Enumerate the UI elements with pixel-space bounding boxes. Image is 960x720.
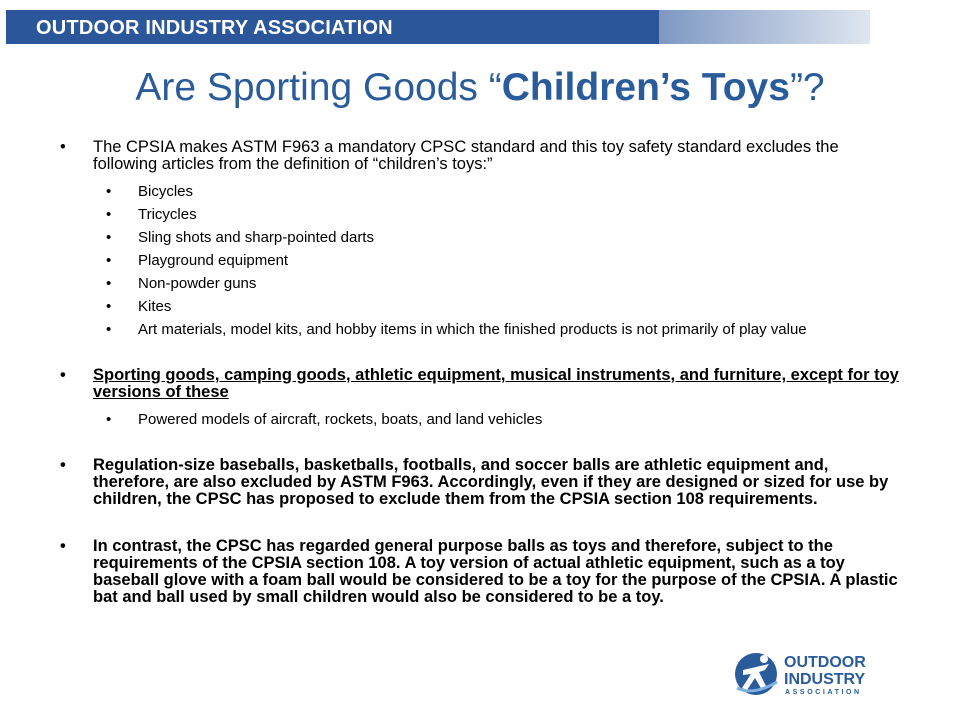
logo-text-line1: OUTDOOR bbox=[784, 654, 866, 671]
sub-item bbox=[60, 322, 905, 338]
slide-title bbox=[0, 66, 960, 110]
logo-text-line3: ASSOCIATION bbox=[785, 689, 862, 696]
bullet-text: Regulation-size baseballs, basketballs, footballs, and soccer balls are athletic equipment and, therefore, are also excluded by ASTM F963. Accordingly, even if they are designed or sized for use by children, the CPSC has proposed to exclude them from the CPSIA section 108 requirements. bbox=[93, 456, 889, 508]
sub-bullet-marker: • bbox=[106, 206, 112, 223]
bullet-3 bbox=[60, 457, 905, 508]
sub-item bbox=[60, 230, 905, 246]
bullet-text: The CPSIA makes ASTM F963 a mandatory CPSC standard and this toy safety standard excludes the following articles from the definition of “children’s toys:” bbox=[93, 138, 839, 173]
sub-item-text: Non-powder guns bbox=[138, 275, 257, 292]
sub-item bbox=[60, 253, 905, 269]
bullet-marker: • bbox=[60, 138, 66, 156]
title-suffix: ”? bbox=[789, 66, 825, 109]
bullet-marker: • bbox=[60, 366, 66, 384]
bullet-marker: • bbox=[60, 537, 66, 555]
sub-item-text: Playground equipment bbox=[138, 252, 289, 269]
logo-head-icon bbox=[760, 655, 768, 663]
sub-bullet-marker: • bbox=[106, 298, 112, 315]
sub-item bbox=[60, 412, 905, 428]
banner-title: OUTDOOR INDUSTRY ASSOCIATION bbox=[36, 17, 393, 39]
logo-text-line2: INDUSTRY bbox=[784, 671, 866, 688]
bullet-2 bbox=[60, 367, 905, 401]
bullet-1 bbox=[60, 139, 905, 173]
sub-item-text: Kites bbox=[138, 298, 172, 315]
sub-item bbox=[60, 276, 905, 292]
sub-item-text: Tricycles bbox=[138, 206, 197, 223]
bullet-text: In contrast, the CPSC has regarded general purpose balls as toys and therefore, subject to the requirements of the CPSIA section 108. A toy version of actual athletic equipment, such as a toy baseball glove with a foam ball would be considered to be a toy for the purpose of the CPSIA. A plastic bat and ball used by small children would also be considered to be a toy. bbox=[93, 537, 898, 606]
sub-item-text: Powered models of aircraft, rockets, boats, and land vehicles bbox=[138, 411, 543, 428]
sub-bullet-marker: • bbox=[106, 183, 112, 200]
bullet-4 bbox=[60, 538, 905, 606]
sub-item-text: Art materials, model kits, and hobby items in which the finished products is not primarily of play value bbox=[138, 321, 807, 338]
outdoor-industry-logo bbox=[733, 648, 883, 700]
sub-bullet-marker: • bbox=[106, 411, 112, 428]
banner-fade bbox=[659, 10, 870, 44]
bullet-text: Sporting goods, camping goods, athletic equipment, musical instruments, and furniture, except for toy versions of these bbox=[93, 366, 899, 401]
sub-bullet-marker: • bbox=[106, 229, 112, 246]
slide-body bbox=[60, 139, 905, 606]
sub-item bbox=[60, 184, 905, 200]
sub-item-text: Sling shots and sharp-pointed darts bbox=[138, 229, 374, 246]
title-prefix: Are Sporting Goods “ bbox=[135, 66, 502, 109]
sub-bullet-marker: • bbox=[106, 252, 112, 269]
sub-bullet-marker: • bbox=[106, 275, 112, 292]
title-emphasis: Children’s Toys bbox=[501, 66, 790, 109]
header-banner bbox=[6, 10, 870, 44]
sub-item-text: Bicycles bbox=[138, 183, 194, 200]
sub-item bbox=[60, 299, 905, 315]
sub-bullet-marker: • bbox=[106, 321, 112, 338]
bullet-marker: • bbox=[60, 456, 66, 474]
sub-item bbox=[60, 207, 905, 223]
